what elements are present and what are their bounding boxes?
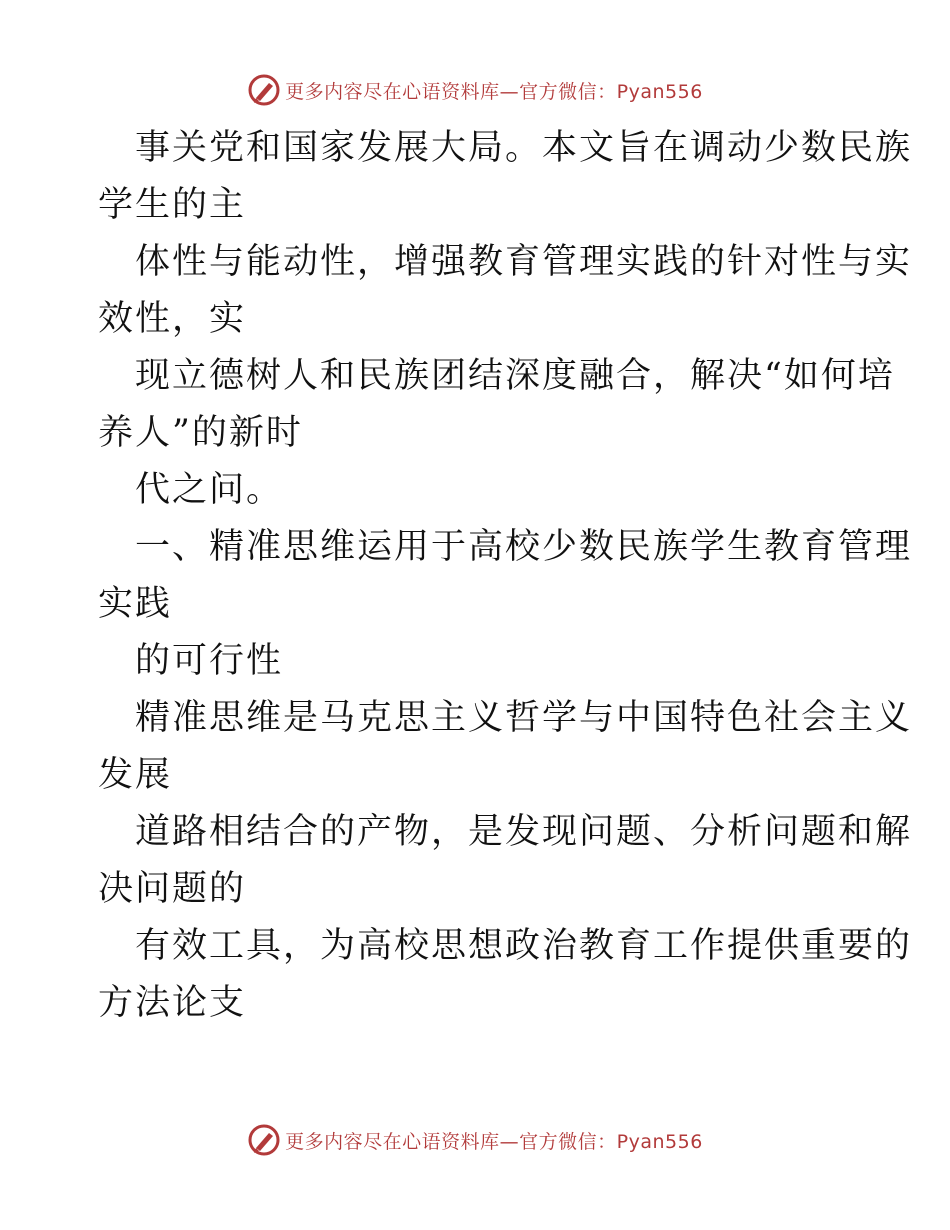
footer-banner [0, 1120, 950, 1160]
body-line-4: 代之问。 [135, 470, 284, 510]
section-heading-1-end: 的可行性 [135, 641, 284, 681]
body-line-9-cont: 方法论支 [98, 983, 247, 1023]
pen-logo-icon [247, 1123, 281, 1157]
body-line-3-cont: 养人”的新时 [98, 413, 303, 453]
document-body [98, 120, 913, 1032]
body-line-8: 道路相结合的产物，是发现问题、分析问题和解 [135, 812, 913, 852]
section-heading-1: 一、精准思维运用于高校少数民族学生教育管理 [135, 527, 913, 567]
body-line-9: 有效工具，为高校思想政治教育工作提供重要的 [135, 926, 913, 966]
pen-logo-icon [247, 73, 281, 107]
body-line-8-cont: 决问题的 [98, 869, 247, 909]
body-line-1: 事关党和国家发展大局。本文旨在调动少数民族 [135, 128, 913, 168]
header-banner-text: 更多内容尽在心语资料库—官方微信：Pyan556 [285, 80, 703, 103]
header-banner [0, 70, 950, 110]
body-line-2-cont: 效性，实 [98, 299, 247, 339]
body-line-1-cont: 学生的主 [98, 185, 247, 225]
body-line-3: 现立德树人和民族团结深度融合，解决“如何培 [135, 356, 895, 396]
body-line-7: 精准思维是马克思主义哲学与中国特色社会主义 [135, 698, 913, 738]
body-line-2: 体性与能动性，增强教育管理实践的针对性与实 [135, 242, 913, 282]
section-heading-1-cont: 实践 [98, 584, 173, 624]
body-line-7-cont: 发展 [98, 755, 173, 795]
footer-banner-text: 更多内容尽在心语资料库—官方微信：Pyan556 [285, 1130, 703, 1153]
